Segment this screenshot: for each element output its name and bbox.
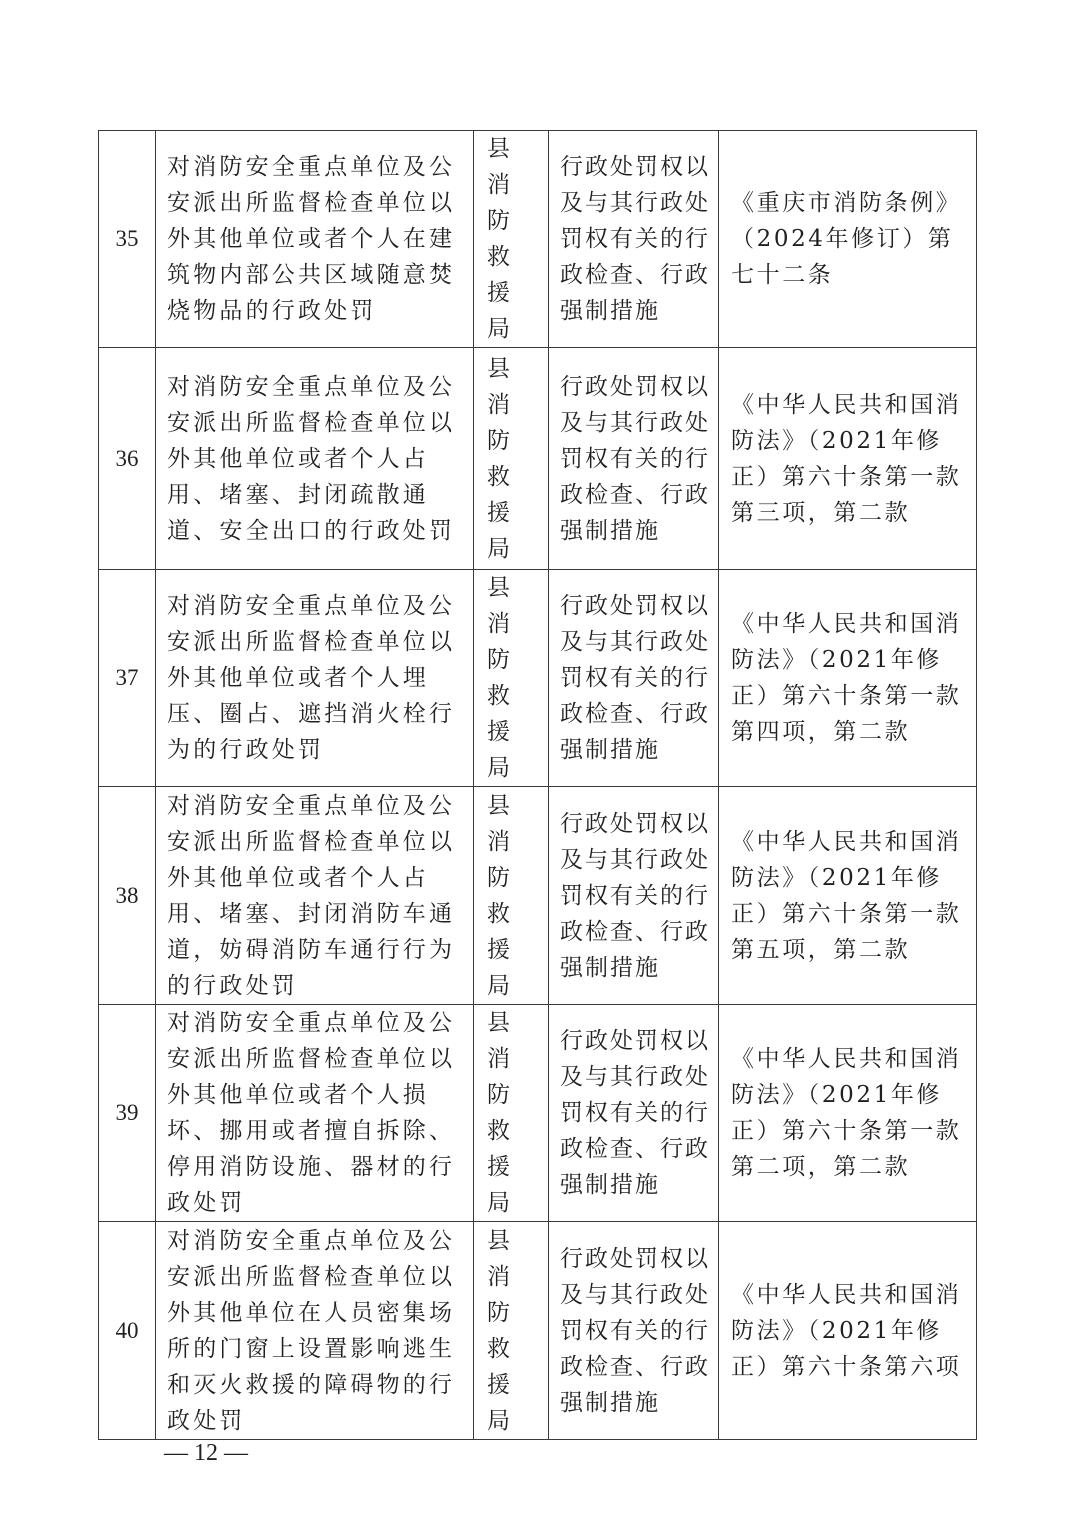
authority-type: 行政处罚权以及与其行政处罚权有关的行政检查、行政强制措施 [549,1005,719,1222]
page-number: — 12 — [164,1440,248,1466]
authority-type: 行政处罚权以及与其行政处罚权有关的行政检查、行政强制措施 [549,570,719,787]
table-row [99,787,977,1005]
item-name: 对消防安全重点单位及公安派出所监督检查单位以外其他单位或者个人占用、堵塞、封闭疏散通道、安全出口的行政处罚 [156,348,474,570]
table-row [99,1005,977,1222]
row-number: 38 [99,787,156,1005]
legal-basis: 《中华人民共和国消防法》（2021年修正）第六十条第一款第五项，第二款 [719,787,977,1005]
table-row [99,348,977,570]
implementing-agency: 县消防救援局 [474,1005,549,1222]
authority-type: 行政处罚权以及与其行政处罚权有关的行政检查、行政强制措施 [549,787,719,1005]
item-name: 对消防安全重点单位及公安派出所监督检查单位以外其他单位在人员密集场所的门窗上设置影响逃生和灭火救援的障碍物的行政处罚 [156,1222,474,1440]
row-number: 37 [99,570,156,787]
legal-basis: 《中华人民共和国消防法》（2021年修正）第六十条第一款第四项，第二款 [719,570,977,787]
row-number: 35 [99,131,156,348]
legal-basis: 《中华人民共和国消防法》（2021年修正）第六十条第一款第二项，第二款 [719,1005,977,1222]
implementing-agency: 县消防救援局 [474,570,549,787]
item-name: 对消防安全重点单位及公安派出所监督检查单位以外其他单位或者个人埋压、圈占、遮挡消火栓行为的行政处罚 [156,570,474,787]
row-number: 39 [99,1005,156,1222]
table-row [99,131,977,348]
implementing-agency: 县消防救援局 [474,787,549,1005]
item-name: 对消防安全重点单位及公安派出所监督检查单位以外其他单位或者个人在建筑物内部公共区域随意焚烧物品的行政处罚 [156,131,474,348]
row-number: 40 [99,1222,156,1440]
authority-type: 行政处罚权以及与其行政处罚权有关的行政检查、行政强制措施 [549,131,719,348]
authority-type: 行政处罚权以及与其行政处罚权有关的行政检查、行政强制措施 [549,348,719,570]
authority-type: 行政处罚权以及与其行政处罚权有关的行政检查、行政强制措施 [549,1222,719,1440]
implementing-agency: 县消防救援局 [474,131,549,348]
row-number: 36 [99,348,156,570]
legal-basis: 《中华人民共和国消防法》（2021年修正）第六十条第六项 [719,1222,977,1440]
implementing-agency: 县消防救援局 [474,348,549,570]
legal-basis: 《中华人民共和国消防法》（2021年修正）第六十条第一款第三项，第二款 [719,348,977,570]
implementing-agency: 县消防救援局 [474,1222,549,1440]
legal-basis: 《重庆市消防条例》（2024年修订）第七十二条 [719,131,977,348]
item-name: 对消防安全重点单位及公安派出所监督检查单位以外其他单位或者个人损坏、挪用或者擅自拆除、停用消防设施、器材的行政处罚 [156,1005,474,1222]
item-name: 对消防安全重点单位及公安派出所监督检查单位以外其他单位或者个人占用、堵塞、封闭消防车通道，妨碍消防车通行行为的行政处罚 [156,787,474,1005]
authority-table [98,130,977,1440]
table-row [99,570,977,787]
table-row [99,1222,977,1440]
